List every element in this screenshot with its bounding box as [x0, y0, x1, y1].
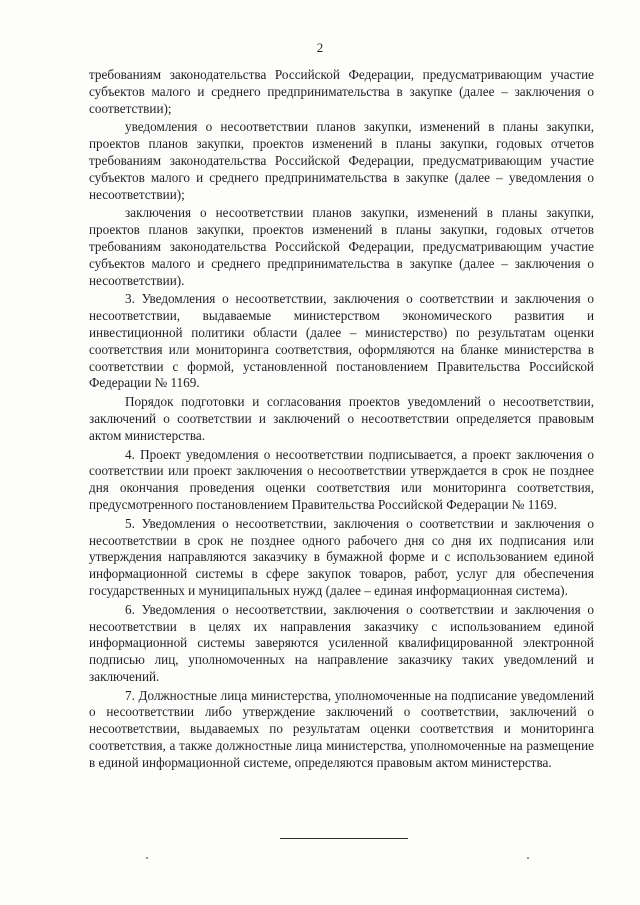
paragraph-4: 3. Уведомления о несоответствии, заключения о соответствии и заключения о несоответствии, выдаваемые министерством экономического развития и инвестиционной политики области (далее – министерство) по результатам оценки соответствия или мониторинга соответствия, оформляются на бланке министерства в соответствии с формой, установленной постановлением Правительства Российской Федерации № 1169.: [89, 291, 594, 391]
paragraph-9: 7. Должностные лица министерства, уполномоченные на подписание уведомлений о несоответствии либо утверждение заключений о соответствии, заключений о несоответствии, выдаваемых по результатам оценки соответствия и мониторинга соответствия, а также должностные лица министерства, уполномоченные на размещение в единой информационной системе, определяются правовым актом министерства.: [89, 687, 594, 770]
paragraph-8: 6. Уведомления о несоответствии, заключения о соответствии и заключения о несоответствии в целях их направления заказчику с использованием единой информационной системы заверяются усиленной квалифицированной электронной подписью лиц, уполномоченных на направление заказчику таких уведомлений и заключений.: [89, 601, 594, 684]
document-body: [89, 67, 594, 772]
scan-speck: [146, 857, 148, 859]
paragraph-3: заключения о несоответствии планов закупки, изменений в планы закупки, проектов планов закупки, проектов изменений в планы закупки, годовых отчетов требованиям законодательства Российской Федерации, предусматривающим участие субъектов малого и среднего предпринимательства в закупке (далее – заключения о несоответствии).: [89, 205, 594, 288]
paragraph-1: требованиям законодательства Российской Федерации, предусматривающим участие субъектов малого и среднего предпринимательства в закупке (далее – заключения о соответствии);: [89, 67, 594, 116]
paragraph-2: уведомления о несоответствии планов закупки, изменений в планы закупки, проектов планов закупки, проектов изменений в планы закупки, годовых отчетов требованиям законодательства Российской Федерации, предусматривающим участие субъектов малого и среднего предпринимательства в закупке (далее – уведомления о несоответствии);: [89, 119, 594, 202]
paragraph-5: Порядок подготовки и согласования проектов уведомлений о несоответствии, заключений о соответствии и заключений о несоответствии определяется правовым актом министерства.: [89, 394, 594, 443]
scan-speck: [527, 857, 529, 859]
paragraph-7: 5. Уведомления о несоответствии, заключения о соответствии и заключения о несоответствии в срок не позднее одного рабочего дня со дня их подписания или утверждения направляются заказчику в бумажной форме и с использованием единой информационной системы в сфере закупок товаров, работ, услуг для обеспечения государственных и муниципальных нужд (далее – единая информационная система).: [89, 515, 594, 598]
paragraph-6: 4. Проект уведомления о несоответствии подписывается, а проект заключения о соответствии или проект заключения о несоответствии утверждается в срок не позднее дня окончания проведения оценки соответствия или мониторинга соответствия, предусмотренного постановлением Правительства Российской Федерации № 1169.: [89, 446, 594, 512]
page-number: 2: [316, 40, 324, 55]
closing-rule-line: [280, 838, 408, 839]
